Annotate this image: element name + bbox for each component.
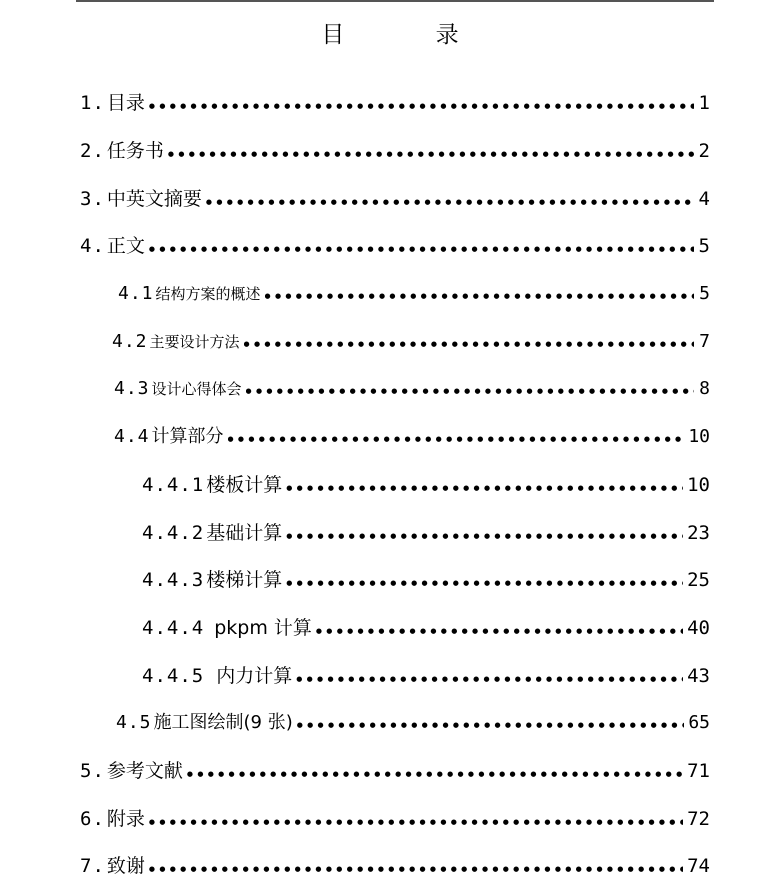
dot-leader [286,472,683,503]
toc-entry[interactable] [116,708,710,738]
toc-page: 10 [687,474,710,496]
toc-label: 目录 [106,92,145,114]
toc-label: 计算部分 [151,426,224,447]
toc-label: 中英文摘要 [106,188,202,210]
dot-leader [296,663,683,694]
toc-label: 参考文献 [106,760,183,782]
toc-page: 71 [687,760,710,782]
toc-number: 7. [80,855,105,877]
toc-entry[interactable] [142,613,710,643]
toc-number: 2. [80,140,105,162]
dot-leader [206,186,694,217]
toc-entry[interactable] [114,374,710,404]
toc-page: 1 [698,92,710,114]
toc-entry[interactable] [114,422,710,452]
toc-page: 23 [687,522,710,544]
dot-leader [149,806,683,837]
dot-leader [187,758,683,789]
toc-page: 74 [687,855,710,877]
dot-leader [286,520,683,551]
toc-number: 4.4.2 [142,522,205,544]
toc-entry[interactable] [80,756,710,786]
toc-number: 5. [80,760,105,782]
toc-number: 4.1 [118,283,154,304]
toc-number: 4.4.3 [142,569,205,591]
toc-entry[interactable] [80,804,710,834]
toc-entry[interactable] [112,327,710,357]
toc-label: 正文 [106,235,145,257]
toc-number: 1. [80,92,105,114]
toc-label: 结构方案的概述 [155,285,261,303]
dot-leader [286,567,683,598]
toc-entry[interactable] [80,231,710,261]
dot-leader [246,375,694,406]
toc-page: 7 [699,331,710,352]
toc-page: 5 [698,235,710,257]
toc-page: 8 [699,378,710,399]
toc-number: 3. [80,188,105,210]
toc-number: 6. [80,808,105,830]
toc-number: 4.3 [114,378,150,399]
dot-leader [149,90,694,121]
toc-label: 设计心得体会 [151,380,242,398]
toc-entry[interactable] [142,470,710,500]
toc-entry[interactable] [80,851,710,881]
toc-label: 主要设计方法 [149,333,240,351]
toc-page: 4 [698,188,710,210]
toc-number: 4.2 [112,331,148,352]
toc-page: 2 [698,140,710,162]
toc-page: 10 [688,426,710,447]
dot-leader [228,423,685,454]
toc-number: 4.4 [114,426,150,447]
toc-page: 25 [687,569,710,591]
dot-leader [316,615,683,646]
toc-number: 4.5 [116,712,152,733]
toc-label: 基础计算 [206,522,283,544]
toc-entry[interactable] [142,518,710,548]
toc-entry[interactable] [80,136,710,166]
toc-entry[interactable] [118,279,710,309]
toc-page: 40 [687,617,710,639]
toc-page: 43 [687,665,710,687]
dot-leader [149,233,694,264]
toc-label: 内力计算 [216,665,293,687]
toc-entry[interactable] [142,565,710,595]
toc-entry[interactable] [80,88,710,118]
toc-label: 楼梯计算 [206,569,283,591]
dot-leader [265,280,694,311]
toc-page: 5 [699,283,710,304]
toc-label: 施工图绘制(9 张) [153,712,293,733]
page-title: 目 录 [321,22,501,48]
toc-label: 附录 [106,808,145,830]
dot-leader [297,709,685,740]
toc-entry[interactable] [142,661,710,691]
toc-label: 楼板计算 [206,474,283,496]
toc-number: 4.4.4 [142,617,205,639]
dot-leader [168,138,694,169]
toc-label: 致谢 [106,855,145,877]
toc-page: 72 [687,808,710,830]
toc-number: 4.4.1 [142,474,205,496]
toc-label: pkpm 计算 [214,617,312,639]
toc-number: 4. [80,235,105,257]
toc-label: 任务书 [106,140,164,162]
toc-entry[interactable] [80,184,710,214]
dot-leader [244,328,694,359]
toc-number: 4.4.5 [142,665,205,687]
dot-leader [149,853,683,884]
toc-page: 65 [688,712,710,733]
